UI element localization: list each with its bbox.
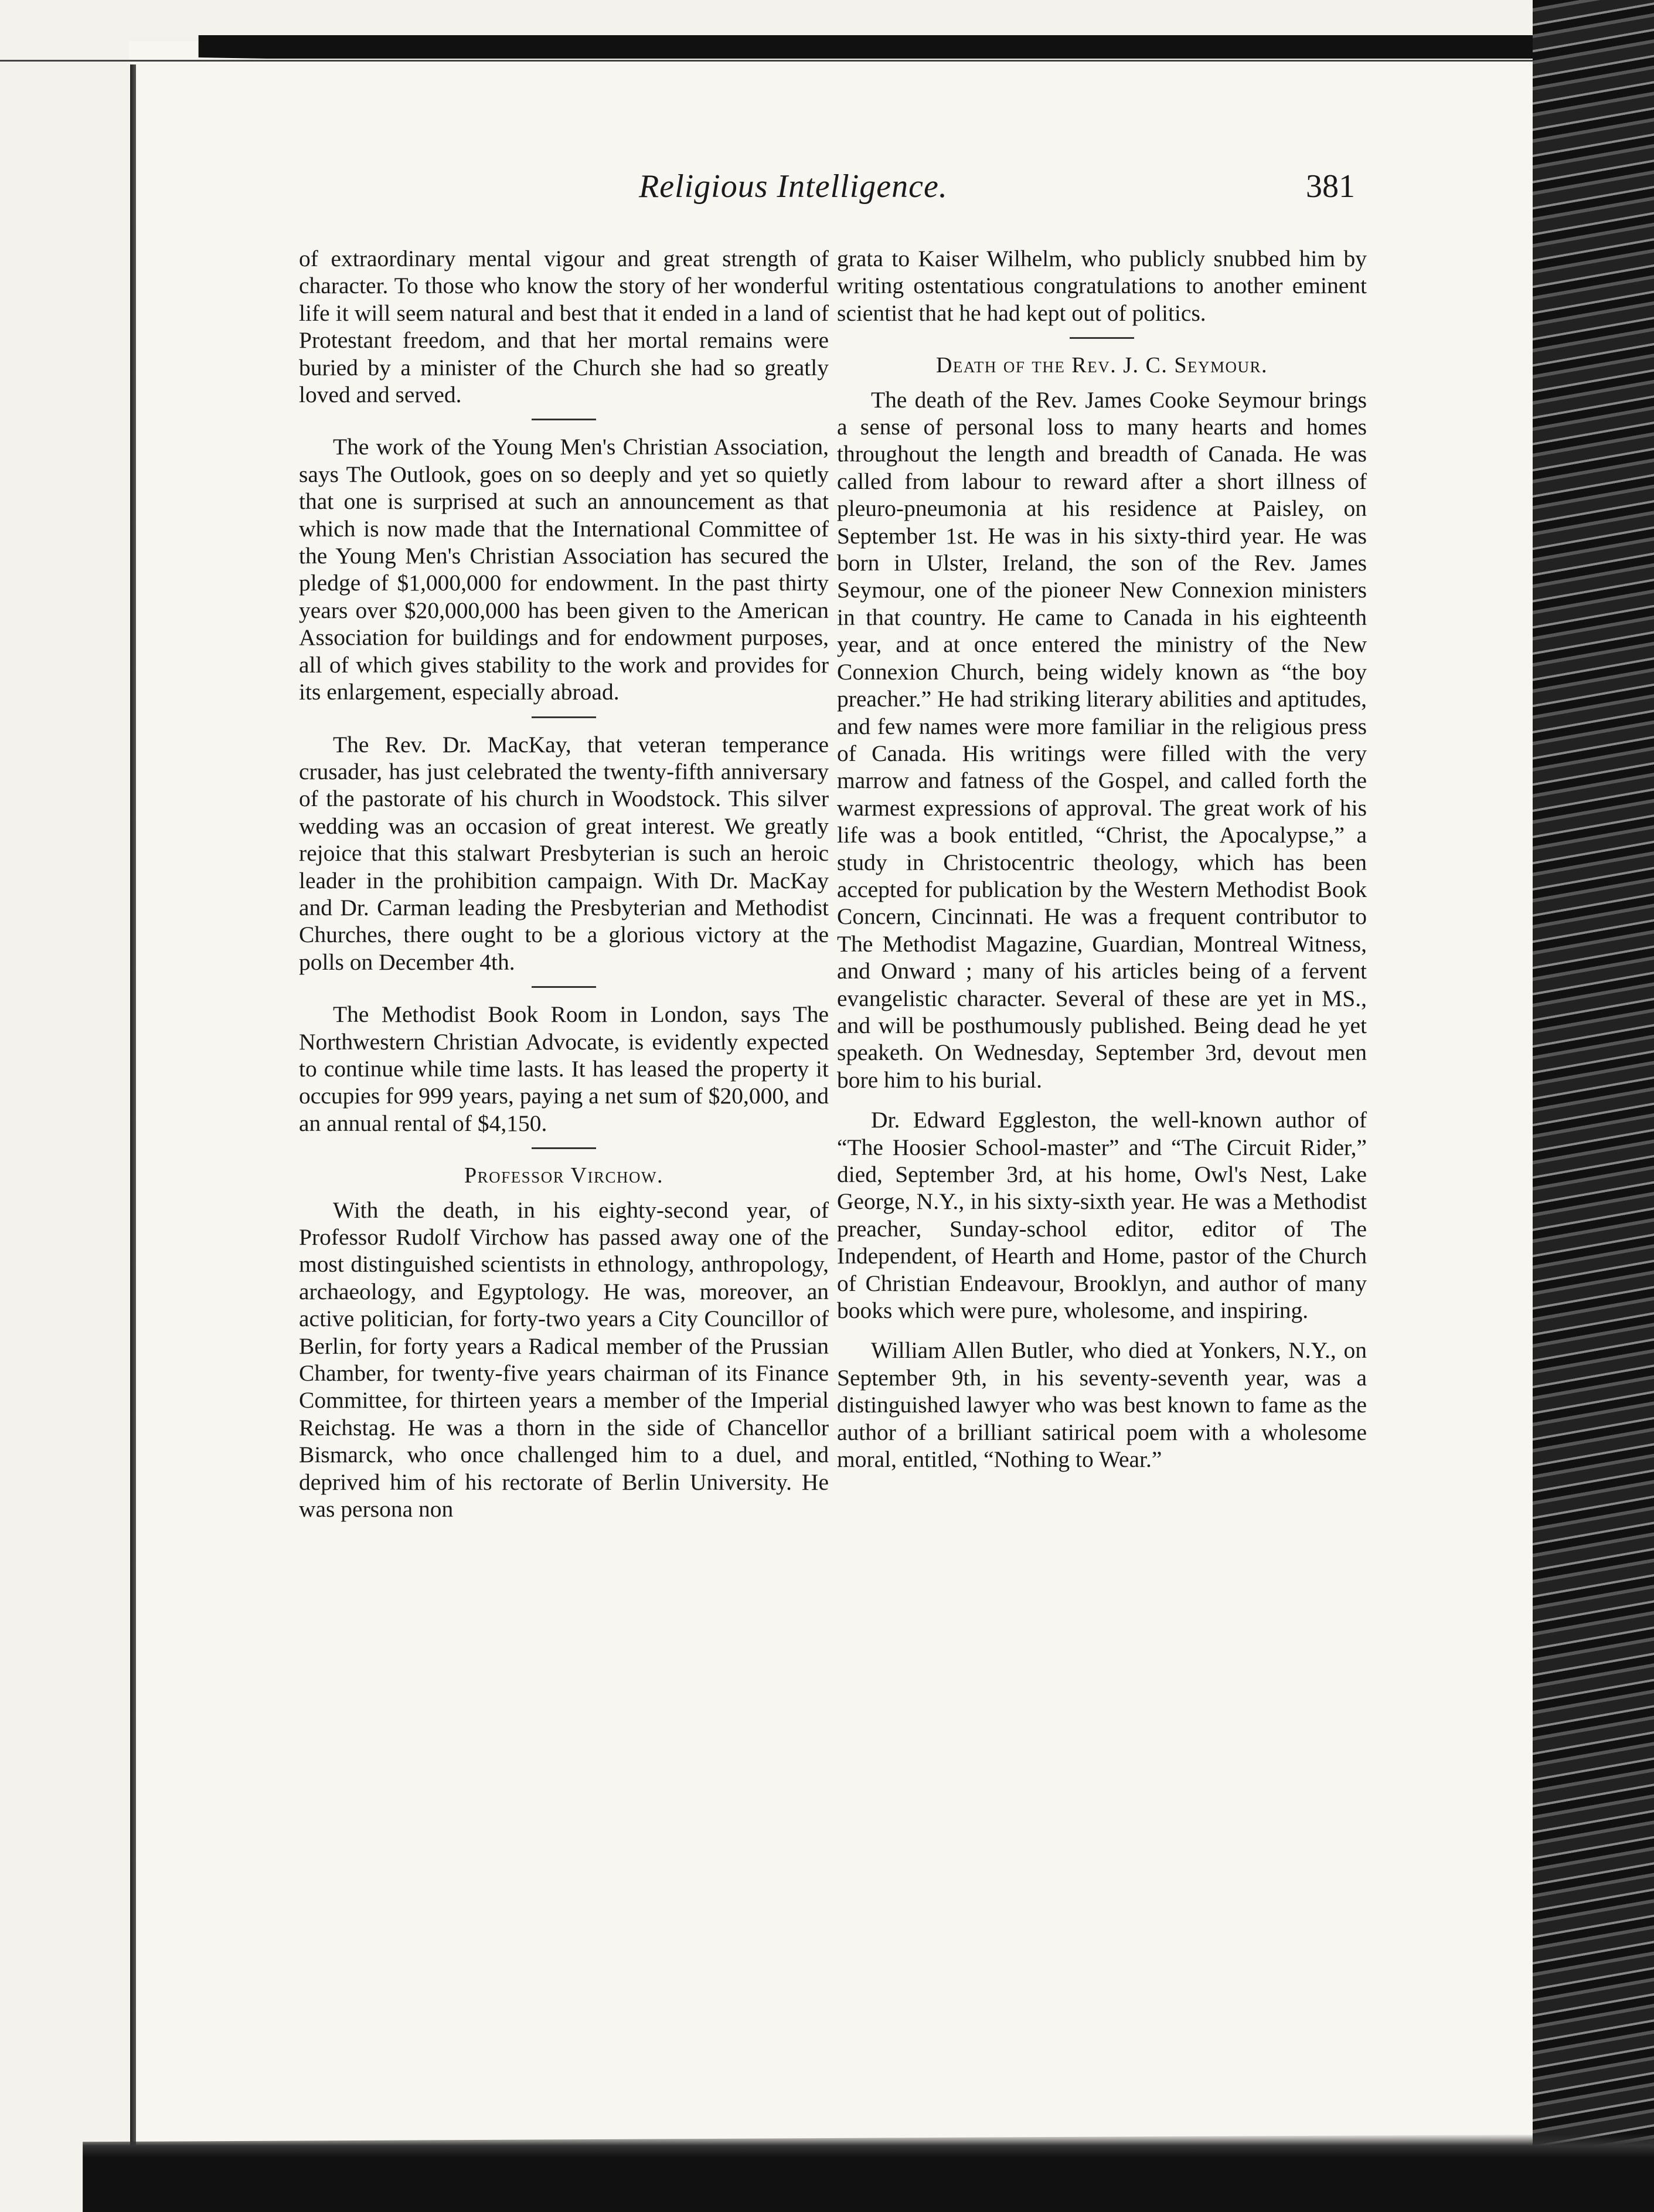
scan-edge-bottom <box>0 2134 1654 2212</box>
scan-edge-top-line <box>0 60 1654 62</box>
paragraph-mackay: The Rev. Dr. MacKay, that veteran temperance crusader, has just celebrated the twenty-fifth anniversary of the pastorate of his church in Woodstock. This silver wedding was an occasion of great interest. We greatly rejoice that this stalwart Presbyterian is such an heroic leader in the prohibition campaign. With Dr. MacKay and Dr. Carman leading the Presbyterian and Methodist Churches, there ought to be a glorious victory at the polls on December 4th. <box>299 731 829 975</box>
paragraph-gap <box>837 1324 1367 1337</box>
paragraph-book-room: The Methodist Book Room in London, says The Northwestern Christian Advocate, is evidently expected to continue while time lasts. It has leased the property it occupies for 999 years, paying a net sum of $20,000, and an annual rental of $4,150. <box>299 1001 829 1136</box>
section-divider <box>532 419 596 420</box>
right-column <box>837 245 1367 1473</box>
left-column <box>299 245 829 1523</box>
heading-virchow: Professor Virchow. <box>464 1163 663 1188</box>
running-title: Religious Intelligence. <box>639 168 948 205</box>
paragraph-eggleston: Dr. Edward Eggleston, the well-known author of “The Hoosier School-master” and “The Circuit Rider,” died, September 3rd, at his home, Owl's Nest, Lake George, N.Y., in his sixty-sixth year. He was a Methodist preacher, Sunday-school editor, editor of The Independent, of Hearth and Home, pastor of the Church of Christian Endeavour, Brooklyn, and author of many books which were pure, wholesome, and inspiring. <box>837 1107 1367 1324</box>
section-divider <box>1070 337 1134 339</box>
section-divider <box>532 716 596 718</box>
paragraph-gap <box>837 1093 1367 1106</box>
paragraph-butler: William Allen Butler, who died at Yonkers, N.Y., on September 9th, in his seventy-seventh year, was a distinguished lawyer who was best known to fame as the author of a brilliant satirical poem with a wholesome moral, entitled, “Nothing to Wear.” <box>837 1337 1367 1473</box>
scan-edge-left <box>130 64 136 2152</box>
scan-edge-right <box>1533 0 1654 2212</box>
paragraph-virchow-continued: grata to Kaiser Wilhelm, who publicly snubbed him by writing ostentatious congratulations to another eminent scientist that he had kept out of politics. <box>837 246 1367 326</box>
section-divider <box>532 1147 596 1149</box>
section-divider <box>532 986 596 988</box>
paragraph-virchow: With the death, in his eighty-second year, of Professor Rudolf Virchow has passed away one of the most distinguished scientists in ethnology, anthropology, archaeology, and Egyptology. He was, moreover, an active politician, for forty-two years a City Councillor of Berlin, for forty years a Radical member of the Prussian Chamber, for twenty-five years chairman of its Finance Committee, for thirteen years a member of the Imperial Reichstag. He was a thorn in the side of Chancellor Bismarck, who once challenged him to a duel, and deprived him of his rectorate of Berlin University. He was persona non <box>299 1197 829 1523</box>
paragraph-seymour: The death of the Rev. James Cooke Seymour brings a sense of personal loss to many hearts and homes throughout the length and breadth of Canada. He was called from labour to reward after a short illness of pleuro-pneumonia at his residence at Paisley, on September 1st. He was in his sixty-third year. He was born in Ulster, Ireland, the son of the Rev. James Seymour, one of the pioneer New Connexion ministers in that country. He came to Canada in his eighteenth year, and at once entered the ministry of the New Connexion Church, being widely known as “the boy preacher.” He had striking literary abilities and aptitudes, and few names were more familiar in the religious press of Canada. His writings were filled with the very marrow and fatness of the Gospel, and called forth the warmest expressions of approval. The great work of his life was a book entitled, “Christ, the Apocalypse,” a study in Christocentric theology, which has been accepted for publication by the Western Methodist Book Concern, Cincinnati. He was a frequent contributor to The Methodist Magazine, Guardian, Montreal Witness, and Onward ; many of his articles being of a fervent evangelistic character. Several of these are yet in MS., and will be posthumously published. Being dead he yet speaketh. On Wednesday, September 3rd, devout men bore him to his burial. <box>837 386 1367 1093</box>
page-number: 381 <box>1306 168 1355 205</box>
paragraph-ymca: The work of the Young Men's Christian Association, says The Outlook, goes on so deeply and yet so quietly that one is surprised at such an announcement as that which is now made that the International Committee of the Young Men's Christian Association has secured the pledge of $1,000,000 for endowment. In the past thirty years over $20,000,000 has been given to the American Association for buildings and for endowment purposes, all of which gives stability to the work and provides for its enlargement, especially abroad. <box>299 434 829 705</box>
heading-seymour: Death of the Rev. J. C. Seymour. <box>935 353 1268 378</box>
paragraph-continuation: of extraordinary mental vigour and great strength of character. To those who know the story of her wonderful life it will seem natural and best that it ended in a land of Protestant freedom, and that her mortal remains were buried by a minister of the Church she had so greatly loved and served. <box>299 246 829 408</box>
